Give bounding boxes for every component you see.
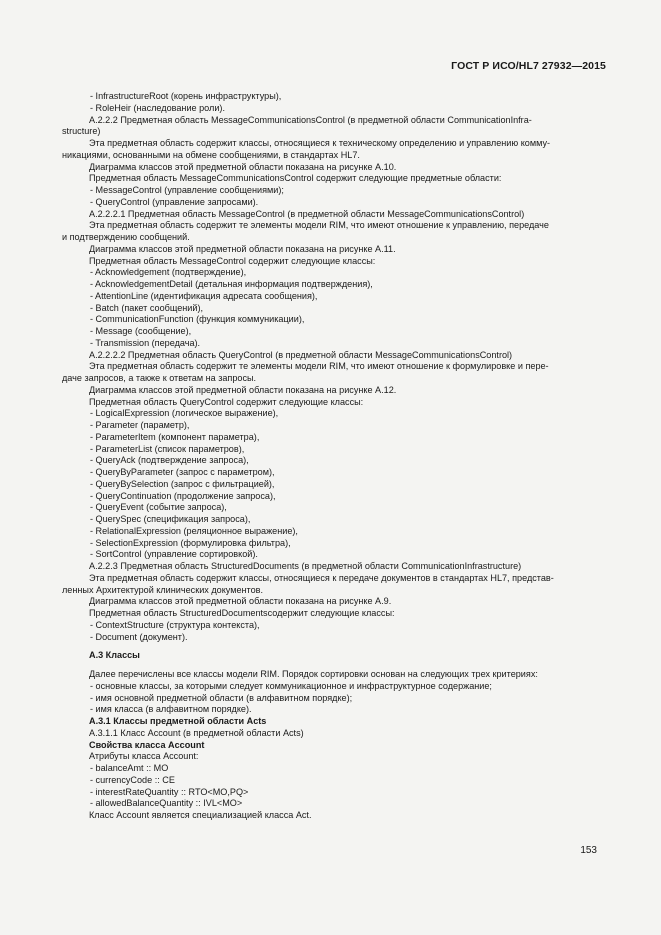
text-line: Эта предметная область содержит те элементы модели RIM, что имеют отношение к управлению, передаче [89,220,549,231]
text-line: - SelectionExpression (формулировка фильтра), [90,537,291,548]
text-line: никациями, основанными на обмене сообщениями, в стандартах HL7. [62,149,360,160]
text-line: - AcknowledgementDetail (детальная информация подтверждения), [90,279,373,289]
text-line: - ContextStructure (структура контекста), [90,619,260,630]
text-line: - имя основной предметной области (в алфавитном порядке); [90,692,353,703]
text-line: - ParameterList (список параметров), [90,443,245,454]
text-line: - balanceAmt :: MO [90,763,169,773]
text-line: Предметная область QueryControl содержит следующие классы: [89,396,364,407]
text-line: Далее перечислены все классы модели RIM. Порядок сортировки основан на следующих трех критериях: [89,669,538,679]
text-line: A.2.2.2.1 Предметная область MessageControl (в предметной области MessageCommunicationsControl) [89,208,525,219]
text-line: - RelationalExpression (реляционное выражение), [90,525,298,536]
text-line: - interestRateQuantity :: RTO<MO,PQ> [90,786,249,797]
text-line: Диаграмма классов этой предметной области показана на рисунке A.12. [89,384,397,395]
text-line: - основные классы, за которыми следует коммуникационное и инфраструктурное содержание; [90,680,492,691]
text-line: даче запросов, а также к ответам на запросы. [62,373,257,383]
text-line: ленных Архитектурой клинических документов. [62,584,264,595]
text-line: A.3.1 Классы предметной области Acts [89,716,267,726]
text-line: - Acknowledgement (подтверждение), [90,267,247,278]
text-line: Предметная область StructuredDocumentsсодержит следующие классы: [89,608,395,618]
text-line: - MessageControl (управление сообщениями); [90,185,284,195]
text-line: - LogicalExpression (логическое выражение), [90,408,279,419]
text-line: - AttentionLine (идентификация адресата сообщения), [90,290,318,301]
text-line: A.2.2.2 Предметная область MessageCommunicationsControl (в предметной области CommunicationInfra- [89,114,532,125]
text-line: - QueryBySelection (запрос с фильтрацией), [90,478,275,489]
text-line: - Document (документ). [90,631,188,642]
text-line: - Transmission (передача). [90,337,201,348]
document-body [62,91,602,822]
text-line: - QueryByParameter (запрос с параметром), [90,467,275,477]
text-line: - Parameter (параметр), [90,420,190,430]
text-line: Эта предметная область содержит классы, относящиеся к передаче документов в стандартах HL7, представ- [89,572,554,583]
text-line: - ParameterItem (компонент параметра), [90,431,260,442]
text-line: - QueryEvent (событие запроса), [90,502,227,513]
text-line: Эта предметная область содержит классы, относящиеся к техническому определению и управлению комму- [89,138,551,148]
page-number: 153 [580,845,597,856]
text-line: Диаграмма классов этой предметной области показана на рисунке A.11. [89,243,396,254]
text-line: A.2.2.3 Предметная область StructuredDocuments (в предметной области CommunicationInfrastructure) [89,561,522,571]
text-line: Диаграмма классов этой предметной области показана на рисунке A.9. [89,596,392,607]
text-line: A.3.1.1 Класс Account (в предметной области Acts) [89,727,304,738]
standard-header: ГОСТ Р ИСО/HL7 27932—2015 [451,60,606,72]
text-line: Предметная область MessageControl содержит следующие классы: [89,255,376,266]
text-line: Атрибуты класса Account: [89,751,199,762]
text-line: - Batch (пакет сообщений), [90,302,204,313]
text-line: - QueryAck (подтверждение запроса), [90,455,249,466]
text-line: Эта предметная область содержит те элементы модели RIM, что имеют отношение к формулировке и пере- [89,361,549,372]
text-line: A.2.2.2.2 Предметная область QueryControl (в предметной области MessageCommunicationsControl) [89,349,513,360]
text-line: Свойства класса Account [89,739,205,750]
text-line: Класс Account является специализацией класса Act. [89,810,312,820]
text-line: - Message (сообщение), [90,326,192,336]
text-line: Диаграмма классов этой предметной области показана на рисунке A.10. [89,161,397,172]
text-line: - QuerySpec (спецификация запроса), [90,514,251,524]
text-line: - QueryControl (управление запросами). [90,196,259,207]
text-line: - RoleHeir (наследование роли). [90,102,225,113]
text-line: - currencyCode :: CE [90,774,175,785]
text-line: A.3 Классы [89,650,140,661]
text-line: Предметная область MessageCommunicationsControl содержит следующие предметные области: [89,173,502,184]
text-line: и подтверждению сообщений. [62,232,190,242]
text-line: - allowedBalanceQuantity :: IVL<MO> [90,798,243,809]
text-line: - имя класса (в алфавитном порядке). [90,704,252,715]
text-line: - SortControl (управление сортировкой). [90,549,258,560]
text-line: - QueryContinuation (продолжение запроса), [90,490,276,501]
text-line: - CommunicationFunction (функция коммуникации), [90,314,305,325]
text-line: structure) [62,126,101,137]
text-line: - InfrastructureRoot (корень инфраструктуры), [90,91,282,101]
